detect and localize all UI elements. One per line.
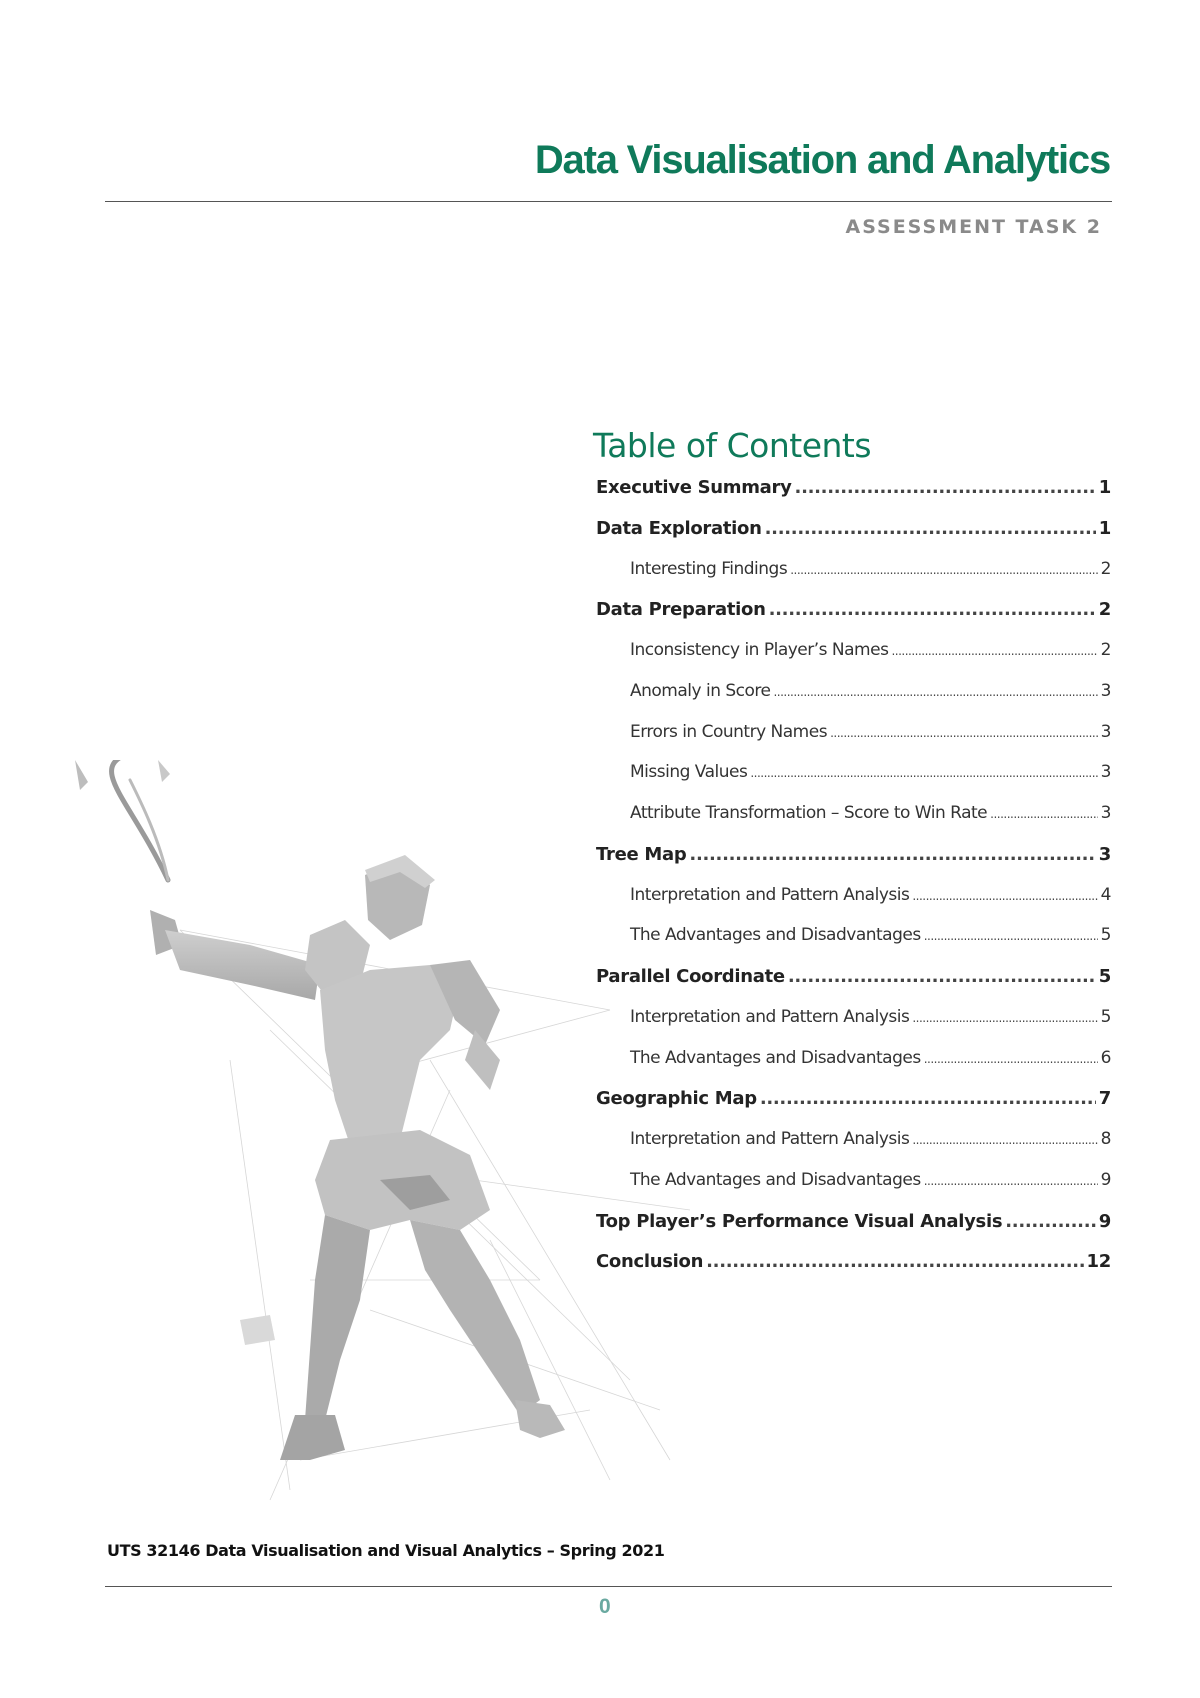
toc-entry-title: The Advantages and Disadvantages [630,1047,921,1068]
toc-entry[interactable] [590,518,1113,559]
document-title: Data Visualisation and Analytics [534,138,1110,182]
toc-entry[interactable] [590,762,1113,803]
toc-entry-page: 9 [1100,1169,1111,1190]
toc-entry-title: Missing Values [630,762,748,783]
toc-entry[interactable] [590,1048,1113,1089]
toc-entry-title: Interesting Findings [630,558,788,579]
toc-entry-page: 3 [1100,762,1111,783]
toc-dot-leader [924,929,1098,943]
toc-dot-leader [1005,1211,1096,1232]
toc-entry[interactable] [590,1088,1113,1129]
toc-dot-leader [795,477,1096,498]
toc-entry-page: 3 [1100,803,1111,823]
footer-course-text: UTS 32146 Data Visualisation and Visual Analytics – Spring 2021 [107,1541,665,1560]
toc-dot-leader [788,966,1096,987]
toc-dot-leader [891,644,1097,658]
toc-entry[interactable] [590,599,1113,640]
toc-entry-page: 3 [1100,721,1111,742]
toc-entry-page: 2 [1098,599,1111,621]
toc-entry-page: 9 [1098,1210,1111,1232]
page-number: 0 [599,1595,611,1618]
toc-dot-leader [760,1088,1096,1109]
toc-entry-page: 5 [1098,966,1111,987]
toc-entry[interactable] [590,844,1113,885]
toc-dot-leader [924,1174,1098,1188]
toc-dot-leader [924,1052,1098,1066]
footer-divider [105,1586,1112,1587]
document-subtitle: ASSESSMENT TASK 2 [845,216,1102,238]
toc-entry-title: Errors in Country Names [630,721,828,742]
toc-entry[interactable] [590,681,1113,722]
toc-list [590,477,1113,1292]
toc-entry-title: Executive Summary [596,477,792,498]
toc-entry[interactable] [590,722,1113,763]
toc-dot-leader [830,726,1098,740]
toc-entry-page: 12 [1086,1251,1111,1273]
toc-entry-page: 3 [1098,843,1111,865]
toc-entry[interactable] [590,640,1113,681]
toc-entry-page: 5 [1100,925,1111,946]
toc-entry-title: Interpretation and Pattern Analysis [630,1129,910,1149]
toc-entry-page: 1 [1098,477,1111,498]
toc-dot-leader [706,1251,1083,1272]
toc-entry-page: 6 [1100,1047,1111,1068]
toc-entry[interactable] [590,1211,1113,1252]
toc-dot-leader [765,518,1096,539]
toc-entry[interactable] [590,1129,1113,1170]
toc-entry-title: Parallel Coordinate [596,966,785,987]
toc-entry-title: The Advantages and Disadvantages [630,925,921,946]
toc-entry-title: Tree Map [596,843,687,865]
toc-entry-title: Attribute Transformation – Score to Win Rate [630,803,988,823]
toc-entry[interactable] [590,966,1113,1007]
toc-dot-leader [912,1133,1097,1147]
toc-entry-page: 2 [1100,640,1111,660]
toc-entry-page: 1 [1098,517,1111,539]
toc-entry[interactable] [590,477,1113,518]
toc-entry-title: Interpretation and Pattern Analysis [630,884,910,905]
toc-dot-leader [769,599,1096,620]
toc-entry[interactable] [590,885,1113,926]
table-of-contents [590,426,1113,1292]
toc-entry-title: Anomaly in Score [630,680,771,701]
toc-entry-title: Data Exploration [596,517,762,539]
toc-entry-page: 8 [1100,1129,1111,1149]
toc-dot-leader [912,889,1097,903]
toc-entry-page: 5 [1100,1006,1111,1027]
toc-entry[interactable] [590,803,1113,844]
toc-entry-title: Geographic Map [596,1088,757,1110]
toc-entry-page: 4 [1100,884,1111,905]
toc-entry-page: 3 [1100,680,1111,701]
toc-heading: Table of Contents [593,426,872,465]
toc-dot-leader [990,807,1098,821]
toc-entry-title: The Advantages and Disadvantages [630,1169,921,1190]
toc-entry[interactable] [590,1170,1113,1211]
toc-dot-leader [689,844,1095,865]
toc-dot-leader [912,1011,1097,1025]
toc-entry-title: Data Preparation [596,599,766,621]
toc-dot-leader [790,563,1097,577]
toc-dot-leader [750,766,1097,780]
toc-dot-leader [773,685,1097,699]
toc-entry-title: Conclusion [596,1251,704,1273]
toc-entry-title: Top Player’s Performance Visual Analysis [596,1210,1003,1232]
toc-entry[interactable] [590,1007,1113,1048]
toc-entry-page: 7 [1098,1088,1111,1110]
toc-entry-title: Inconsistency in Player’s Names [630,640,889,660]
toc-entry[interactable] [590,925,1113,966]
toc-entry[interactable] [590,1251,1113,1292]
header-divider [105,201,1112,202]
toc-entry-title: Interpretation and Pattern Analysis [630,1006,910,1027]
toc-entry[interactable] [590,559,1113,600]
toc-entry-page: 2 [1100,558,1111,579]
